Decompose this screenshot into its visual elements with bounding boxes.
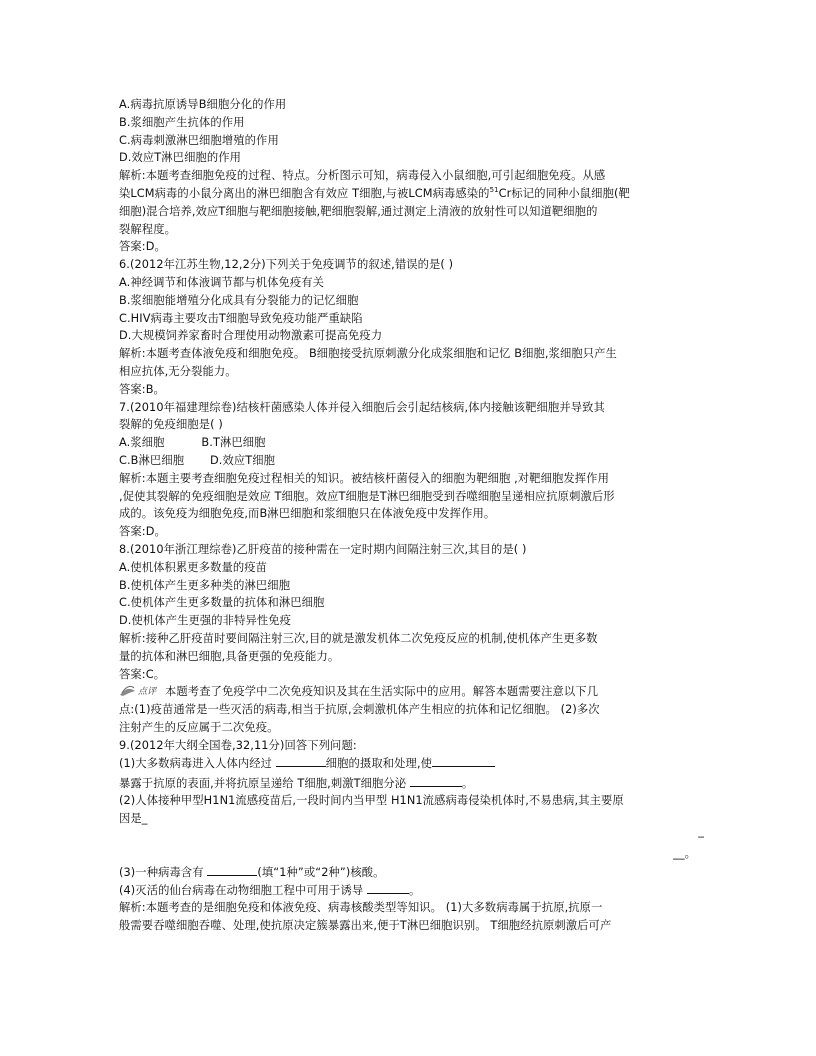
analysis-text: 解析:接种乙肝疫苗时要间隔注射三次,目的就是激发机体二次免疫反应的机制,使机体产生更多数 [119, 631, 598, 645]
answer-line: 答案:C。 [119, 667, 166, 681]
question-9: 9.(2012年大纲全国卷,32,11分)回答下列问题: [119, 738, 357, 752]
comment-text: 注射产生的反应属于二次免疫。 [119, 720, 279, 734]
analysis-text: 细胞)混合培养,效应T细胞与靶细胞接触,靶细胞裂解,通过测定上清液的放射性可以知道靶细胞的 [119, 204, 598, 218]
comment-line [119, 683, 704, 701]
answer-blank[interactable] [367, 881, 409, 894]
question-9-part-1 [119, 774, 704, 792]
text-span: __。 [673, 847, 696, 861]
text-span: 。 [408, 883, 421, 897]
option-b: B.浆细胞能增殖分化成具有分裂能力的记忆细胞 [119, 293, 359, 307]
text-span: (1)大多数病毒进入人体内经过 [119, 757, 276, 771]
question-6: 6.(2012年江苏生物,12,2分)下列关于免疫调节的叙述,错误的是( ) [119, 258, 454, 272]
question-9-part-1 [119, 754, 704, 774]
option-c: C.病毒刺激淋巴细胞增殖的作用 [119, 133, 279, 147]
option-a: A.使机体积累更多数量的疫苗 [119, 560, 268, 574]
options-ab: A.浆细胞 B.T淋巴细胞 [119, 436, 266, 450]
text-span: 染LCM病毒的小鼠分离出的淋巴细胞含有效应 T细胞,与被LCM病毒感染的 [119, 186, 490, 200]
question-9-part-2: (2)人体接种甲型H1N1流感疫苗后,一段时间内当甲型 H1N1流感病毒侵染机体时,不易患病,其主要原 [119, 793, 624, 807]
question-7: 7.(2010年福建理综卷)结核杆菌感染人体并侵入细胞后会引起结核病,体内接触该靶细胞并导致其 [119, 400, 605, 414]
text-span: 。 [461, 776, 474, 790]
text-span: _ [698, 825, 704, 839]
analysis-text: ,促使其裂解的免疫细胞是效应 T细胞。效应T细胞是T淋巴细胞受到吞噬细胞呈递相应抗原刺激后形 [119, 489, 615, 503]
comment-text: 本题考查了免疫学中二次免疫知识及其在生活实际中的应用。解答本题需要注意以下几 [165, 685, 599, 699]
analysis-text: 解析:本题主要考查细胞免疫过程相关的知识。被结核杆菌侵入的细胞为靶细胞 ,对靶细胞发挥作用 [119, 471, 609, 485]
text-span: 暴露于抗原的表面,并将抗原呈递给 T细胞,刺激T细胞分泌 [119, 776, 410, 790]
question-9-part-3 [119, 863, 704, 881]
analysis-text [119, 185, 704, 203]
question-8: 8.(2010年浙江理综卷)乙肝疫苗的接种需在一定时期内间隔注射三次,其目的是( ) [119, 542, 527, 556]
answer-blank[interactable] [432, 754, 495, 767]
document-page [119, 96, 704, 934]
text-span: (填“1种”或“2种”)核酸。 [257, 866, 385, 880]
analysis-text: 解析:本题考查体液免疫和细胞免疫。 B细胞接受抗原刺激分化成浆细胞和记忆 B细胞,浆细胞只产生 [119, 347, 617, 361]
option-d: D.效应T淋巴细胞的作用 [119, 151, 242, 165]
analysis-text: 裂解程度。 [119, 222, 176, 236]
option-a: A.病毒抗原诱导B细胞分化的作用 [119, 98, 287, 111]
answer-blank[interactable] [276, 754, 326, 767]
option-d: D.大规模饲养家畜时合理使用动物激素可提高免疫力 [119, 329, 383, 343]
analysis-text: 解析:本题考查细胞免疫的过程、特点。分析图示可知，病毒侵入小鼠细胞,可引起细胞免疫。从感 [119, 169, 606, 183]
analysis-text: 般需要吞噬细胞吞噬、处理,使抗原决定簇暴露出来,便于T淋巴细胞识别。 T细胞经抗原刺激后可产 [119, 918, 612, 932]
text-span: (4)灭活的仙台病毒在动物细胞工程中可用于诱导 [119, 883, 367, 897]
analysis-text: 相应抗体,无分裂能力。 [119, 364, 237, 378]
option-b: B.浆细胞产生抗体的作用 [119, 115, 245, 129]
text-span: 细胞的摄取和处理,使 [325, 757, 433, 771]
option-c: C.使机体产生更多数量的抗体和淋巴细胞 [119, 596, 325, 610]
options-cd: C.B淋巴细胞 D.效应T细胞 [119, 453, 276, 467]
option-c: C.HIV病毒主要攻击T细胞导致免疫功能严重缺陷 [119, 311, 363, 325]
option-a: A.神经调节和体液调节都与机体免疫有关 [119, 275, 325, 289]
analysis-text: 成的。该免疫为细胞免疫,而B淋巴细胞和浆细胞只在体液免疫中发挥作用。 [119, 507, 496, 521]
option-d: D.使机体产生更强的非特异性免疫 [119, 614, 292, 628]
option-b: B.使机体产生更多种类的淋巴细胞 [119, 578, 291, 592]
comment-logo-icon [119, 683, 159, 697]
superscript: 51 [489, 186, 499, 195]
answer-line: 答案:D。 [119, 240, 166, 254]
text-span: Cr标记的同种小鼠细胞(靶 [498, 186, 630, 200]
answer-blank[interactable] [207, 863, 257, 876]
question-7: 裂解的免疫细胞是( ) [119, 418, 223, 432]
answer-blank-line [119, 845, 704, 863]
analysis-text: 量的抗体和淋巴细胞,具备更强的免疫能力。 [119, 649, 340, 663]
text-span: (3)一种病毒含有 [119, 866, 208, 880]
answer-line: 答案:D。 [119, 525, 166, 539]
answer-line: 答案:B。 [119, 382, 165, 396]
question-9-part-4 [119, 881, 704, 899]
comment-text: 点:(1)疫苗通常是一些灭活的病毒,相当于抗原,会刺激机体产生相应的抗体和记忆细胞。 (2)多次 [119, 703, 600, 717]
answer-blank-line [119, 827, 704, 845]
answer-blank[interactable] [410, 774, 462, 787]
question-9-part-2: 因是_ [119, 811, 148, 825]
svg-text:点评: 点评 [138, 687, 157, 698]
analysis-text: 解析:本题考查的是细胞免疫和体液免疫、病毒核酸类型等知识。 (1)大多数病毒属于抗原,抗原一 [119, 900, 603, 914]
